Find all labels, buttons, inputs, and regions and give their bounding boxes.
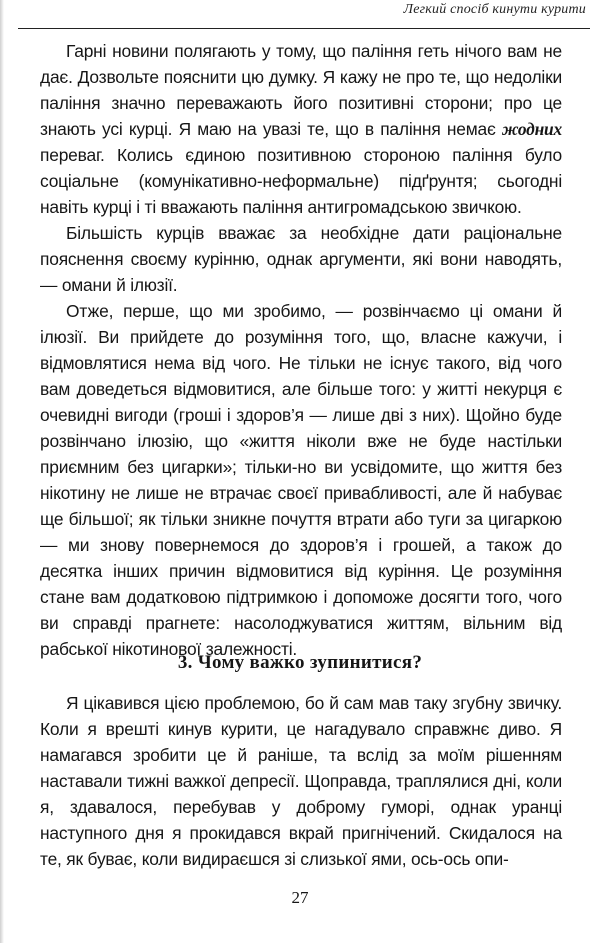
emphasis-text: жодних: [501, 119, 562, 139]
page-number: 27: [291, 888, 309, 907]
page-edge-shadow: [0, 0, 4, 943]
section-heading: 3. Чому важко зупинитися?: [177, 652, 423, 673]
paragraph: [40, 38, 562, 220]
paragraph: Більшість курців вважає за необхідне дати раціональне пояснення своєму курінню, однак аргументи, які вони наводять, — омани й ілюзії.: [40, 223, 562, 295]
paragraph: Отже, перше, що ми зробимо, — розвінчаємо ці омани й ілюзії. Ви прийдете до розуміння того, що, власне кажучи, і відмовлятися нема від чого. Не тільки не існує такого, від чого вам доведеться відмовитися, але більше того: у житті некурця є очевидні вигоди (гроші і здоров’я — лише дві з них). Щойно буде розвінчано ілюзію, що «життя ніколи вже не буде настільки приємним без цигарки»; тільки-но ви усвідомите, що життя без нікотину не лише не втрачає своєї привабливості, але й набуває ще більшої; як тільки зникне почуття втрати або туги за цигаркою — ми знову повернемося до здоров’я і грошей, а також до десятка інших причин відмовитися від куріння. Це розуміння стане вам додатковою підтримкою і допоможе досягти того, чого ви справді прагнете: насолоджуватися життям, вільним від рабської нікотинової залежності.: [40, 301, 562, 659]
header-rule: [18, 28, 590, 29]
section-text: [40, 690, 562, 872]
main-text: [40, 38, 562, 662]
paragraph-text: переваг. Колись єдиною позитивною стороною паління було соціальне (комунікативно-неформальне) підґрунтя; сьогодні навіть курці і ті вважають паління антигромадською звичкою.: [40, 145, 562, 217]
paragraph-text: Гарні новини полягають у тому, що паління геть нічого вам не дає. Дозвольте пояснити цю думку. Я кажу не про те, що недоліки паління значно переважають його позитивні сторони; про це знають усі курці. Я маю на увазі те, що в паління немає: [40, 41, 562, 139]
paragraph: Я цікавився цією проблемою, бо й сам мав таку згубну звичку. Коли я врешті кинув курити, це нагадувало справжнє диво. Я намагався зробити це й раніше, та вслід за моїм рішенням наставали тижні важкої депресії. Щоправда, траплялися дні, коли я, здавалося, перебував у доброму гуморі, однак уранці наступного дня я прокидався вкрай пригнічений. Скидалося на те, як буває, коли видираєшся зі слизької ями, ось-ось опи-: [40, 693, 562, 869]
running-head: Легкий спосіб кинути курити: [403, 2, 586, 17]
